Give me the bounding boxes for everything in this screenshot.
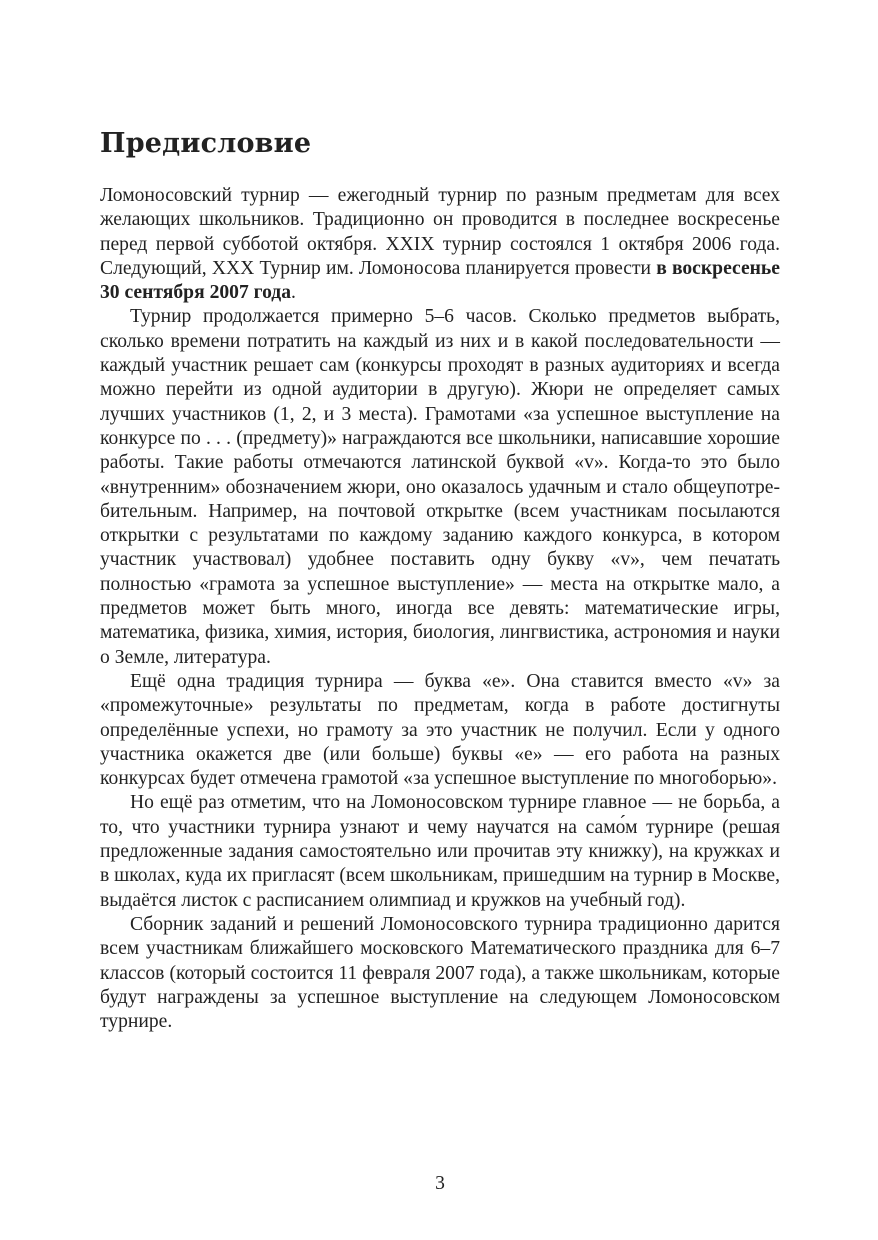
paragraph-e-tradition: Ещё одна традиция турнира — буква «е». Она ставится вместо «v» за «промежуточные» результаты по предметам, когда в работе достигнуты определённые успехи, но грамоту за это участник не получил. Если у одного участника окажется две (или больше) буквы «е» — его работа на разных конкурсах будет отмечена грамотой «за успешное выступление по многоборью». <box>100 670 780 790</box>
page-title: Предисловие <box>100 128 312 159</box>
paragraph-main-point: Но ещё раз отметим, что на Ломоносовском турнире главное — не борьба, а то, что участники турнира узнают и чему научатся на само́м турнире (решая предложенные задания самостоятельно или прочитав эту книжку), на кружках и в школах, куда их пригласят (всем школьникам, пришедшим на турнир в Москве, выдаётся листок с расписанием олимпиад и кружков на учебный год). <box>100 792 781 911</box>
page-number: 3 <box>435 1173 445 1194</box>
paragraph-intro <box>100 184 780 305</box>
document-page <box>100 0 780 1240</box>
paragraph-collection: Сборник заданий и решений Ломоносовского турнира традиционно дарится всем участникам ближайшего московского Математического праздника для 6–7 классов (который состоится 11 февраля 2007 года), а также школьникам, которые будут награждены за успешное выступление на следующем Ломоносовском турнире. <box>100 913 780 1033</box>
tournament-date-emphasis: в воскресенье 30 сентября 2007 года <box>100 257 780 304</box>
paragraph-intro-end: . <box>291 282 296 304</box>
body-text <box>100 184 780 1034</box>
paragraph-intro-text: Ломоносовский турнир — ежегодный турнир по разным предметам для всех желающих школьников. Традиционно он проводится в последнее воскресенье перед первой субботой октября. XXIX турнир состоялся 1 октября 2006 года. Следующий, XXX Турнир им. Ломоносова планируется провести <box>100 185 780 279</box>
paragraph-format: Турнир продолжается примерно 5–6 часов. Сколько предметов выбрать, сколько времени потратить на каждый из них и в какой последовательности — каждый участник решает сам (конкурсы проходят в разных аудиториях и всегда можно перейти из одной аудитории в другую). Жюри не определяет самых лучших участников (1, 2, и 3 места). Грамотами «за успешное выступление на конкурсе по . . . (предмету)» награждаются все школьники, написавшие хорошие работы. Такие работы отмечаются латинской буквой «v». Когда-то это было «внутренним» обозначением жюри, оно оказалось удачным и стало общеупотребительным. Например, на почтовой открытке (всем участникам посылаются открытки с результатами по каждому заданию каждого конкурса, в котором участник участвовал) удобнее поставить одну букву «v», чем печатать полностью «грамота за успешное выступление» — места на открытке мало, а предметов может быть много, иногда все девять: математические игры, математика, физика, химия, история, биология, лингвистика, астрономия и науки о Земле, литература. <box>100 306 780 668</box>
